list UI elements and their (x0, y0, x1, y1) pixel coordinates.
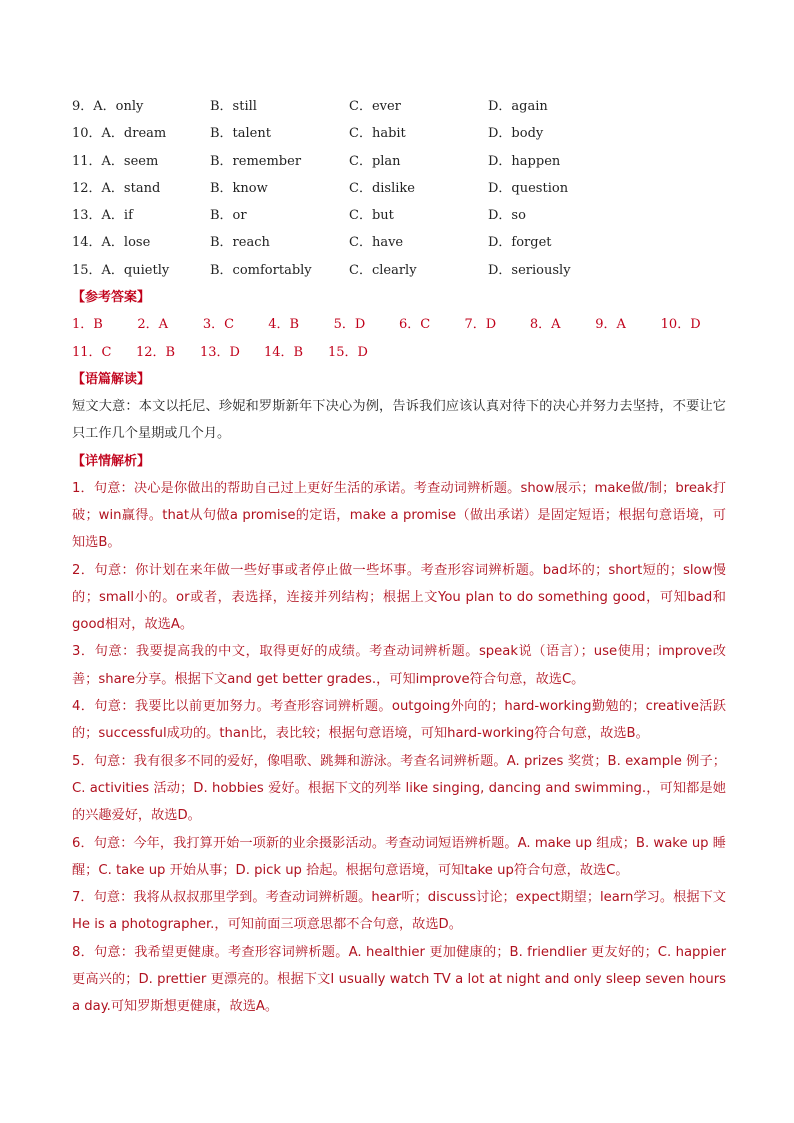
explanation-item: 6．句意：今年，我打算开始一项新的业余摄影活动。考查动词短语辨析题。A. make up 组成；B. wake up 睡醒；C. take up 开始从事；D. pick up 拾起。根据句意语境，可知take up符合句意，故选C。 (72, 835, 726, 878)
answer-item: 14．B (264, 344, 304, 360)
option-c: C．plan (349, 153, 401, 169)
explanation-list (72, 475, 726, 1021)
option-b: B．talent (210, 126, 271, 142)
option-b: B．or (210, 208, 247, 224)
answer-item: 8．A (529, 317, 561, 333)
option-d: D．body (488, 126, 544, 142)
option-d: D．happen (488, 153, 561, 169)
option-c: C．habit (349, 126, 406, 142)
option-d: D．question (488, 180, 569, 196)
option-b: B．remember (210, 153, 302, 169)
option-a: 14．A．lose (72, 235, 151, 251)
option-d: D．seriously (488, 262, 571, 278)
document-page (72, 93, 726, 1021)
answer-item: 15．D (328, 344, 368, 360)
answer-item: 4．B (268, 317, 300, 333)
option-a: 13．A．if (72, 208, 133, 224)
option-b: B．reach (210, 235, 270, 251)
option-row (72, 175, 726, 202)
answer-heading: 【参考答案】 (72, 290, 151, 306)
option-a: 15．A．quietly (72, 262, 170, 278)
answer-item: 6．C (399, 317, 431, 333)
option-c: C．ever (349, 99, 401, 114)
option-row (72, 148, 726, 175)
answer-item: 7．D (464, 317, 497, 333)
answer-key (72, 311, 726, 366)
explanation-item: 1．句意：决心是你做出的帮助自己过上更好生活的承诺。考查动词辨析题。show展示；make做/制；break打破；win赢得。that从句做a promise的定语，make a promise（做出承诺）是固定短语；根据句意语境，可知选B。 (72, 480, 726, 551)
option-b: B．still (210, 99, 257, 114)
option-a: 10．A．dream (72, 126, 167, 142)
options-list (72, 93, 726, 284)
answer-item: 11．C (72, 344, 112, 360)
explanation-item: 5．句意：我有很多不同的爱好，像唱歌、跳舞和游泳。考查名词辨析题。A. prizes 奖赏；B. example 例子；C. activities 活动；D. hobbies 爱好。根据下文的列举 like singing, dancing and swimming.，可知都是她的兴趣爱好，故选D。 (72, 753, 726, 824)
option-d: D．again (488, 99, 548, 114)
answer-row (72, 339, 726, 367)
option-d: D．so (488, 208, 526, 224)
answer-item: 2．A (137, 317, 169, 333)
option-c: C．have (349, 235, 404, 251)
answer-item: 13．D (200, 344, 240, 360)
answer-item: 3．C (202, 317, 235, 333)
passage-heading: 【语篇解读】 (72, 372, 151, 388)
detail-heading: 【详情解析】 (72, 453, 151, 469)
option-d: D．forget (488, 235, 552, 251)
option-row (72, 120, 726, 147)
option-c: C．clearly (349, 262, 417, 278)
option-a: 9．A．only (72, 99, 144, 114)
option-c: C．dislike (349, 180, 415, 196)
passage-summary (72, 393, 726, 448)
answer-row (72, 311, 726, 339)
explanation-item: 7．句意：我将从叔叔那里学到。考查动词辨析题。hear听；discuss讨论；expect期望；learn学习。根据下文He is a photographer.，可知前面三项意思都不合句意，故选D。 (72, 890, 726, 933)
option-b: B．know (210, 180, 268, 196)
option-a: 12．A．stand (72, 180, 161, 196)
explanation-item: 2．句意：你计划在来年做一些好事或者停止做一些坏事。考查形容词辨析题。bad坏的；short短的；slow慢的；small小的。or或者，表选择，连接并列结构；根据上文You plan to do something good，可知bad和good相对，故选A。 (72, 562, 726, 633)
option-row (72, 93, 726, 120)
option-row (72, 202, 726, 229)
explanation-item: 4．句意：我要比以前更加努力。考查形容词辨析题。outgoing外向的；hard-working勤勉的；creative活跃的；successful成功的。than比，表比较；根据句意语境，可知hard-working符合句意，故选B。 (72, 699, 726, 742)
option-row (72, 229, 726, 256)
option-b: B．comfortably (210, 262, 312, 278)
summary-text: 短文大意：本文以托尼、珍妮和罗斯新年下决心为例，告诉我们应该认真对待下的决心并努力去坚持，不要让它只工作几个星期或几个月。 (72, 399, 726, 442)
explanation-item: 3．句意：我要提高我的中文，取得更好的成绩。考查动词辨析题。speak说（语言）；use使用；improve改善；share分享。根据下文and get better grades.，可知improve符合句意，故选C。 (72, 644, 726, 687)
option-row (72, 257, 726, 284)
answer-item: 5．D (333, 317, 366, 333)
explanation-item: 8．句意：我希望更健康。考查形容词辨析题。A. healthier 更加健康的；B. friendlier 更友好的；C. happier 更高兴的；D. prettier 更漂亮的。根据下文I usually watch TV a lot at night and only sleep seven hours a day.可知罗斯想更健康，故选A。 (72, 944, 726, 1015)
option-c: C．but (349, 208, 394, 224)
answer-item: 12．B (136, 344, 176, 360)
answer-item: 9．A (595, 317, 626, 333)
option-a: 11．A．seem (72, 153, 159, 169)
answer-item: 10．D (660, 317, 701, 333)
answer-item: 1．B (72, 317, 103, 333)
